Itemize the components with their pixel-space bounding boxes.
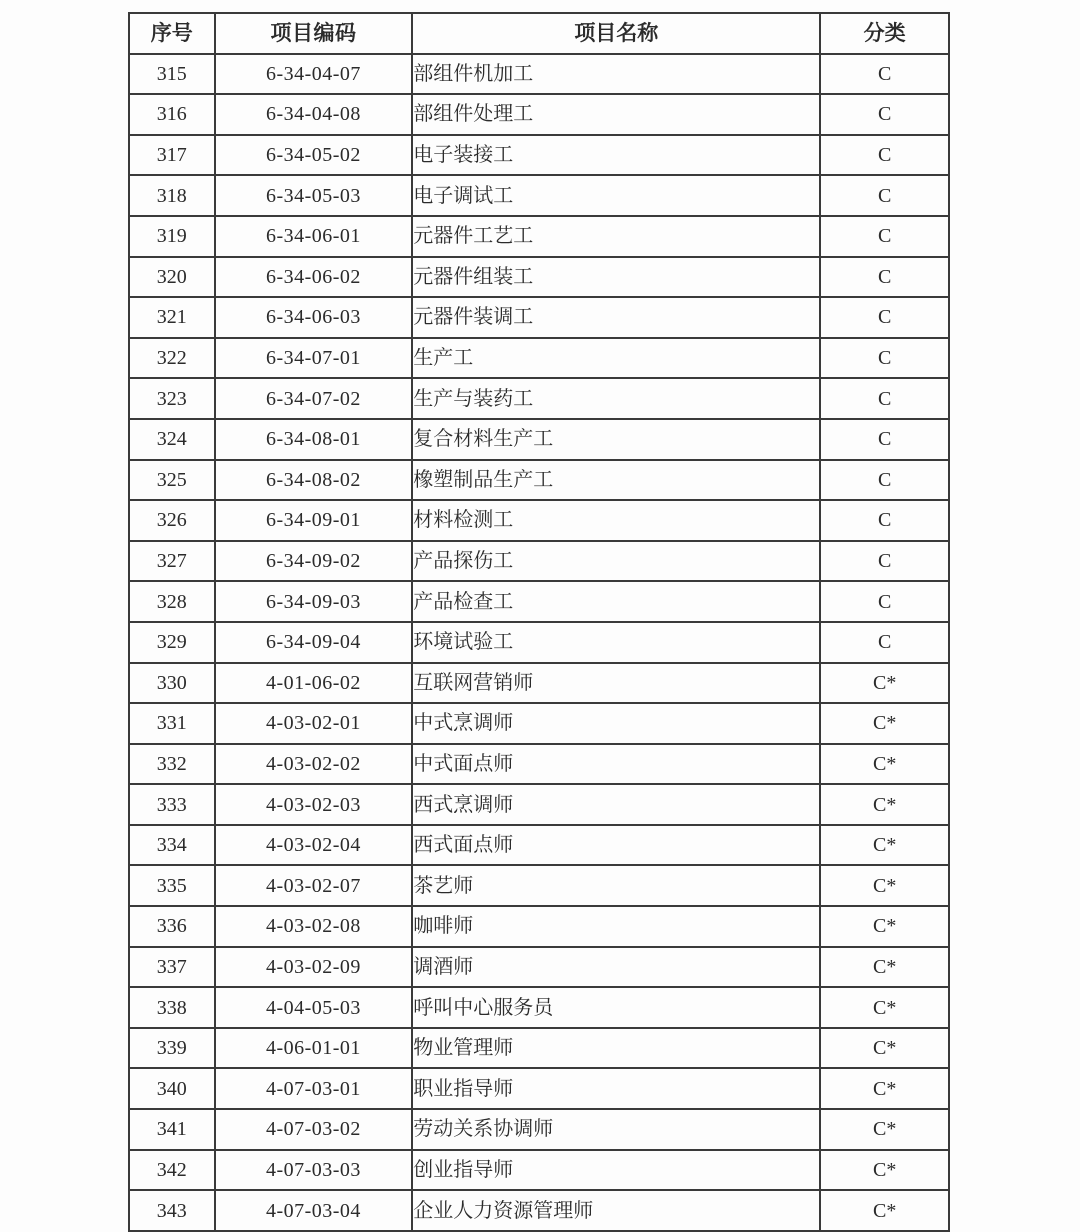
table-row: [129, 94, 949, 135]
seq-cell: 327: [129, 541, 215, 582]
seq-cell: 325: [129, 460, 215, 501]
code-cell: 6-34-05-03: [215, 175, 413, 216]
name-cell: 西式面点师: [412, 825, 820, 866]
seq-cell: 343: [129, 1190, 215, 1231]
code-cell: 4-07-03-03: [215, 1150, 413, 1191]
category-cell: C: [820, 581, 949, 622]
header-seq: 序号: [129, 13, 215, 54]
category-cell: C: [820, 338, 949, 379]
table-row: [129, 947, 949, 988]
code-cell: 4-03-02-04: [215, 825, 413, 866]
category-cell: C: [820, 175, 949, 216]
category-cell: C*: [820, 825, 949, 866]
name-cell: 产品探伤工: [412, 541, 820, 582]
category-cell: C: [820, 216, 949, 257]
table-row: [129, 216, 949, 257]
table-row: [129, 297, 949, 338]
seq-cell: 326: [129, 500, 215, 541]
table-row: [129, 703, 949, 744]
code-cell: 4-03-02-09: [215, 947, 413, 988]
category-cell: C*: [820, 744, 949, 785]
table-row: [129, 460, 949, 501]
table-row: [129, 906, 949, 947]
seq-cell: 333: [129, 784, 215, 825]
name-cell: 材料检测工: [412, 500, 820, 541]
table-row: [129, 825, 949, 866]
name-cell: 生产工: [412, 338, 820, 379]
table-row: [129, 175, 949, 216]
category-cell: C*: [820, 1068, 949, 1109]
category-cell: C*: [820, 1028, 949, 1069]
table-row: [129, 1068, 949, 1109]
category-cell: C: [820, 297, 949, 338]
table-row: [129, 581, 949, 622]
code-cell: 6-34-08-02: [215, 460, 413, 501]
seq-cell: 336: [129, 906, 215, 947]
category-cell: C*: [820, 865, 949, 906]
name-cell: 电子装接工: [412, 135, 820, 176]
category-cell: C*: [820, 784, 949, 825]
code-cell: 6-34-06-03: [215, 297, 413, 338]
seq-cell: 320: [129, 257, 215, 298]
category-cell: C: [820, 541, 949, 582]
code-cell: 6-34-06-01: [215, 216, 413, 257]
category-cell: C*: [820, 1109, 949, 1150]
code-cell: 6-34-07-02: [215, 378, 413, 419]
code-cell: 6-34-04-08: [215, 94, 413, 135]
code-cell: 4-07-03-01: [215, 1068, 413, 1109]
code-cell: 4-03-02-03: [215, 784, 413, 825]
name-cell: 中式烹调师: [412, 703, 820, 744]
seq-cell: 317: [129, 135, 215, 176]
seq-cell: 334: [129, 825, 215, 866]
seq-cell: 330: [129, 663, 215, 704]
code-cell: 4-03-02-07: [215, 865, 413, 906]
seq-cell: 324: [129, 419, 215, 460]
seq-cell: 318: [129, 175, 215, 216]
category-cell: C: [820, 500, 949, 541]
table-body: [129, 54, 949, 1231]
category-cell: C*: [820, 703, 949, 744]
table-row: [129, 1109, 949, 1150]
category-cell: C: [820, 257, 949, 298]
code-cell: 4-01-06-02: [215, 663, 413, 704]
table-row: [129, 541, 949, 582]
category-cell: C: [820, 622, 949, 663]
seq-cell: 329: [129, 622, 215, 663]
name-cell: 创业指导师: [412, 1150, 820, 1191]
category-cell: C*: [820, 1190, 949, 1231]
table-row: [129, 257, 949, 298]
name-cell: 呼叫中心服务员: [412, 987, 820, 1028]
table-row: [129, 500, 949, 541]
seq-cell: 323: [129, 378, 215, 419]
table-row: [129, 1028, 949, 1069]
category-cell: C*: [820, 663, 949, 704]
table-row: [129, 135, 949, 176]
code-cell: 6-34-05-02: [215, 135, 413, 176]
code-cell: 4-07-03-02: [215, 1109, 413, 1150]
seq-cell: 337: [129, 947, 215, 988]
name-cell: 元器件工艺工: [412, 216, 820, 257]
category-cell: C*: [820, 906, 949, 947]
code-cell: 4-03-02-08: [215, 906, 413, 947]
code-cell: 6-34-09-03: [215, 581, 413, 622]
seq-cell: 315: [129, 54, 215, 95]
code-cell: 4-06-01-01: [215, 1028, 413, 1069]
seq-cell: 328: [129, 581, 215, 622]
code-cell: 4-07-03-04: [215, 1190, 413, 1231]
name-cell: 环境试验工: [412, 622, 820, 663]
code-cell: 6-34-04-07: [215, 54, 413, 95]
name-cell: 产品检查工: [412, 581, 820, 622]
category-cell: C: [820, 135, 949, 176]
code-cell: 6-34-07-01: [215, 338, 413, 379]
header-code: 项目编码: [215, 13, 413, 54]
seq-cell: 316: [129, 94, 215, 135]
name-cell: 茶艺师: [412, 865, 820, 906]
table-row: [129, 622, 949, 663]
name-cell: 复合材料生产工: [412, 419, 820, 460]
seq-cell: 342: [129, 1150, 215, 1191]
category-cell: C*: [820, 987, 949, 1028]
category-cell: C: [820, 54, 949, 95]
name-cell: 咖啡师: [412, 906, 820, 947]
name-cell: 部组件处理工: [412, 94, 820, 135]
table-row: [129, 744, 949, 785]
category-cell: C: [820, 419, 949, 460]
name-cell: 调酒师: [412, 947, 820, 988]
name-cell: 电子调试工: [412, 175, 820, 216]
category-cell: C: [820, 460, 949, 501]
seq-cell: 322: [129, 338, 215, 379]
name-cell: 部组件机加工: [412, 54, 820, 95]
name-cell: 企业人力资源管理师: [412, 1190, 820, 1231]
seq-cell: 340: [129, 1068, 215, 1109]
name-cell: 职业指导师: [412, 1068, 820, 1109]
code-cell: 6-34-06-02: [215, 257, 413, 298]
table-row: [129, 663, 949, 704]
table-row: [129, 419, 949, 460]
seq-cell: 321: [129, 297, 215, 338]
code-cell: 6-34-09-02: [215, 541, 413, 582]
occupation-table: [128, 12, 950, 1232]
seq-cell: 335: [129, 865, 215, 906]
seq-cell: 332: [129, 744, 215, 785]
header-category: 分类: [820, 13, 949, 54]
table-row: [129, 784, 949, 825]
header-row: [129, 13, 949, 54]
name-cell: 互联网营销师: [412, 663, 820, 704]
name-cell: 物业管理师: [412, 1028, 820, 1069]
category-cell: C: [820, 94, 949, 135]
name-cell: 中式面点师: [412, 744, 820, 785]
seq-cell: 339: [129, 1028, 215, 1069]
code-cell: 6-34-09-01: [215, 500, 413, 541]
seq-cell: 331: [129, 703, 215, 744]
name-cell: 西式烹调师: [412, 784, 820, 825]
table-row: [129, 1190, 949, 1231]
category-cell: C*: [820, 1150, 949, 1191]
seq-cell: 319: [129, 216, 215, 257]
category-cell: C: [820, 378, 949, 419]
code-cell: 6-34-08-01: [215, 419, 413, 460]
seq-cell: 338: [129, 987, 215, 1028]
category-cell: C*: [820, 947, 949, 988]
code-cell: 4-03-02-02: [215, 744, 413, 785]
name-cell: 元器件组装工: [412, 257, 820, 298]
table-row: [129, 338, 949, 379]
header-name: 项目名称: [412, 13, 820, 54]
name-cell: 劳动关系协调师: [412, 1109, 820, 1150]
seq-cell: 341: [129, 1109, 215, 1150]
name-cell: 元器件装调工: [412, 297, 820, 338]
code-cell: 6-34-09-04: [215, 622, 413, 663]
name-cell: 生产与装药工: [412, 378, 820, 419]
name-cell: 橡塑制品生产工: [412, 460, 820, 501]
table-row: [129, 987, 949, 1028]
table-row: [129, 1150, 949, 1191]
table-row: [129, 378, 949, 419]
code-cell: 4-03-02-01: [215, 703, 413, 744]
code-cell: 4-04-05-03: [215, 987, 413, 1028]
table-row: [129, 865, 949, 906]
table-header: [129, 13, 949, 54]
table-row: [129, 54, 949, 95]
